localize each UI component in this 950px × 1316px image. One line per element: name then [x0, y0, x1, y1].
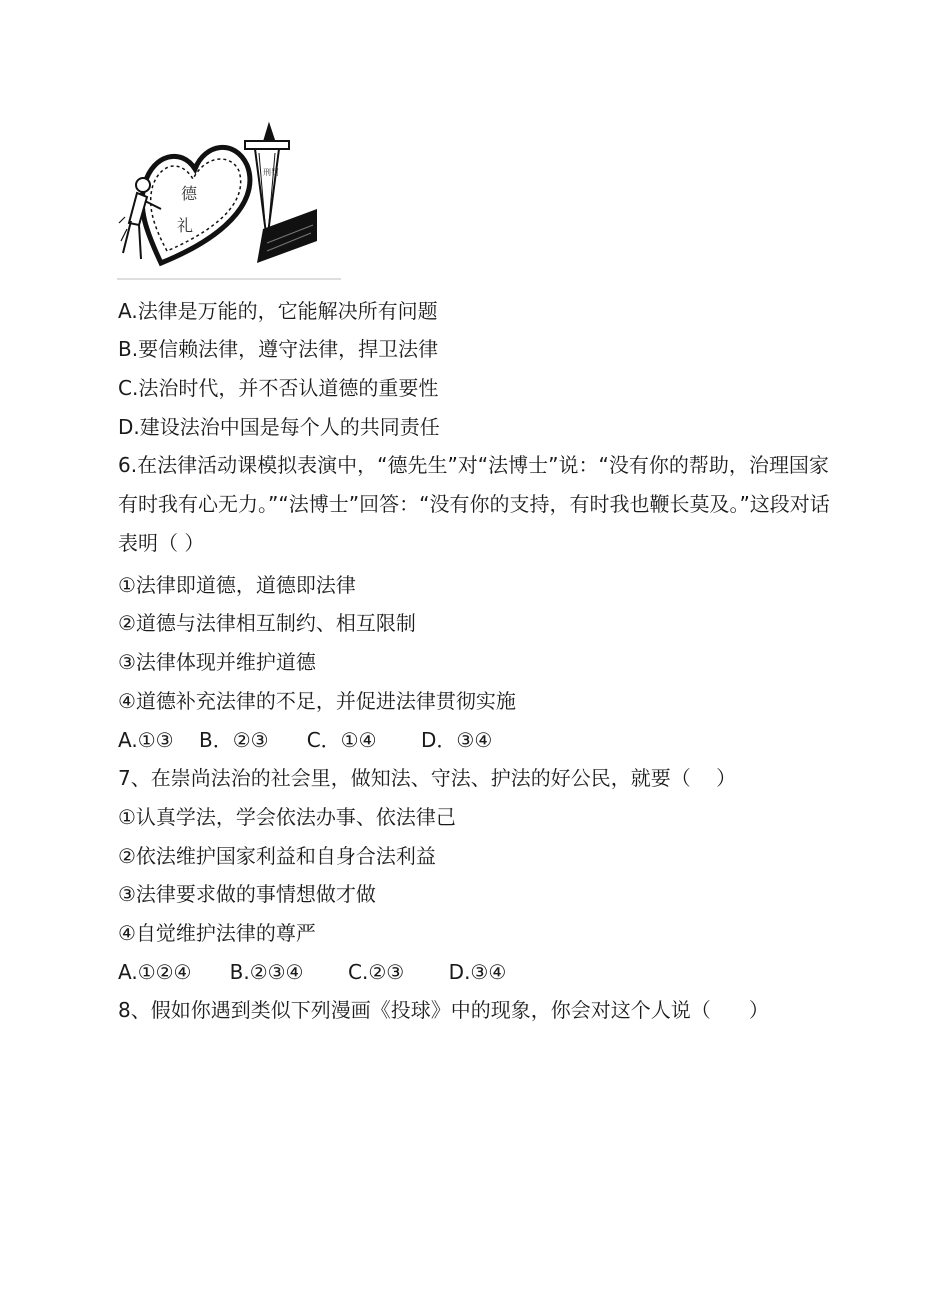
q6-choices: A.①③ B．②③ C．①④ D．③④	[118, 728, 493, 752]
q5-option-c: C.法治时代，并不否认道德的重要性	[118, 376, 439, 400]
q6-item-3: ③法律体现并维护道德	[118, 650, 316, 674]
cartoon-image	[117, 113, 341, 281]
q6-item-1: ①法律即道德，道德即法律	[118, 573, 356, 597]
q7-item-1: ①认真学法，学会依法办事、依法律己	[118, 805, 456, 829]
heart-text-de: 德	[181, 184, 198, 203]
q5-option-b: B.要信赖法律，遵守法律，捍卫法律	[118, 337, 439, 361]
q7-stem: 7、在崇尚法治的社会里，做知法、守法、护法的好公民，就要（ ）	[118, 766, 737, 790]
q5-option-a: A.法律是万能的，它能解决所有问题	[118, 299, 438, 323]
q7-choices: A.①②④ B.②③④ C.②③ D.③④	[118, 960, 507, 984]
q6-item-2: ②道德与法律相互制约、相互限制	[118, 611, 416, 635]
q5-option-d: D.建设法治中国是每个人的共同责任	[118, 415, 440, 439]
q6-item-4: ④道德补充法律的不足，并促进法律贯彻实施	[118, 689, 516, 713]
q8-stem: 8、假如你遇到类似下列漫画《投球》中的现象，你会对这个人说（ ）	[118, 998, 769, 1022]
heart-text-li: 礼	[177, 216, 194, 235]
q7-item-3: ③法律要求做的事情想做才做	[118, 882, 376, 906]
sword-text: 刑罚	[263, 168, 279, 177]
q6-stem: 6.在法律活动课模拟表演中，“德先生”对“法博士”说：“没有你的帮助，治理国家有时我有心无力。”“法博士”回答：“没有你的支持，有时我也鞭长莫及。”这段对话表明（ ）	[118, 453, 830, 555]
q7-item-2: ②依法维护国家利益和自身合法利益	[118, 844, 436, 868]
cartoon-drawing	[117, 113, 341, 281]
q7-item-4: ④自觉维护法律的尊严	[118, 921, 316, 945]
